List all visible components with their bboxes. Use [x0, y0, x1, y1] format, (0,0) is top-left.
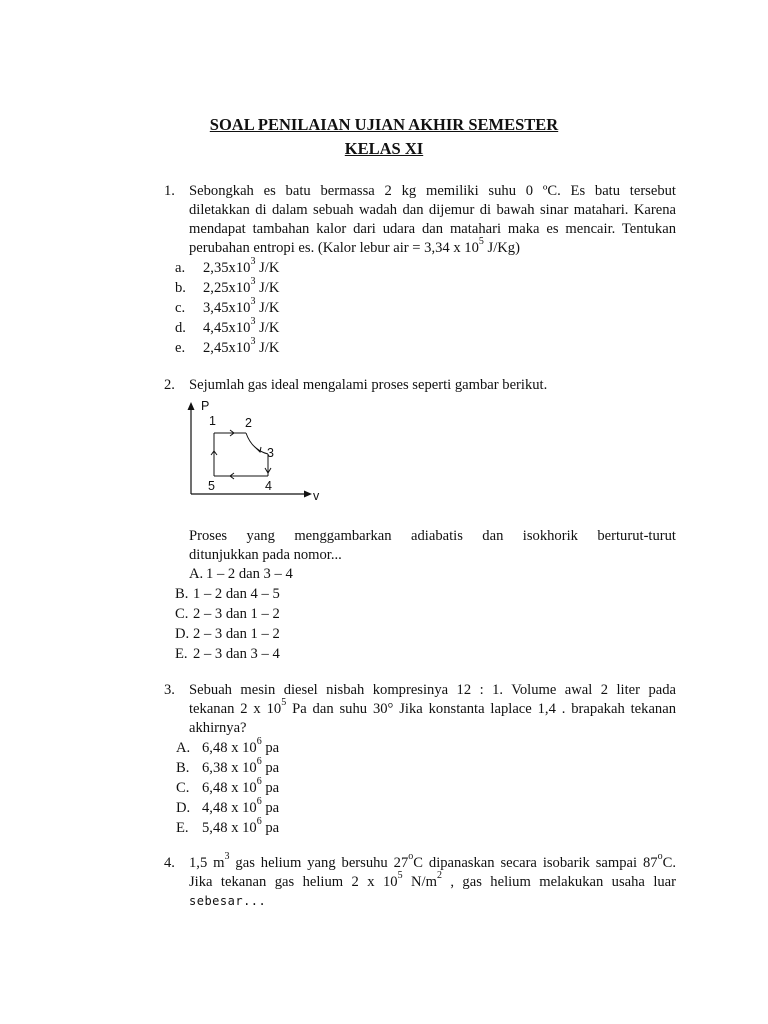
question-text-line: Proses yang menggambarkan adiabatis dan isokhorik berturut-turut [189, 528, 676, 544]
option[interactable]: A. 6,48 x $10^6$ pa [176, 736, 280, 756]
question-number: 2. [164, 377, 175, 393]
option[interactable]: c. $3,45x10^3$ J/K [175, 296, 280, 316]
question-text-line: mendapat tambahan kalor dari udara dan matahari maka es mencair. Tentukan [189, 221, 676, 237]
axis-label-v: v [313, 489, 320, 503]
point-label-3: 3 [267, 446, 274, 460]
axis-label-p: P [201, 399, 210, 413]
point-label-4: 4 [265, 479, 272, 493]
point-label-5: 5 [208, 479, 215, 493]
question-text-line: sebesar... [189, 894, 267, 908]
option[interactable]: b. $2,25x10^3$ J/K [175, 276, 280, 296]
question-text-line: Sebuah mesin diesel nisbah kompresinya 12 : 1. Volume awal 2 liter pada [189, 682, 676, 698]
question-2-prompt [164, 527, 676, 565]
question-text-line: ditunjukkan pada nomor... [189, 547, 342, 563]
question-3 [164, 681, 676, 839]
question-1 [164, 182, 676, 359]
question-number: 1. [164, 183, 175, 199]
option[interactable]: C. 6,48 x $10^6$ pa [176, 776, 280, 796]
question-4 [164, 851, 677, 911]
question-text-line: diletakkan di dalam sebuah wadah dan dijemur di bawah sinar matahari. Karena [189, 202, 676, 218]
p-axis-arrow [188, 402, 195, 410]
options-list [164, 256, 676, 359]
question-text-line: 1,5 $m^3$ gas helium yang bersuhu 27$^o$C dipanaskan secara isobarik sampai 87$^o$C. [189, 851, 676, 871]
option[interactable]: C. 2 – 3 dan 1 – 2 [175, 606, 280, 622]
options-list [164, 565, 676, 665]
document-title: SOAL PENILAIAN UJIAN AKHIR SEMESTER [209, 115, 559, 134]
pv-diagram [176, 396, 326, 506]
option[interactable]: d. $4,45x10^3$ J/K [175, 316, 280, 336]
question-text-line: tekanan 2 x $10^5$ Pa dan suhu 30° Jika konstanta laplace 1,4 . brapakah tekanan [189, 697, 676, 717]
question-text-line: Sejumlah gas ideal mengalami proses seperti gambar berikut. [189, 377, 548, 393]
option[interactable]: e. $2,45x10^3$ J/K [175, 336, 280, 356]
option[interactable]: B. 6,38 x $10^6$ pa [176, 756, 280, 776]
point-label-1: 1 [209, 414, 216, 428]
process-2-3 [246, 433, 268, 454]
option[interactable]: B. 1 – 2 dan 4 – 5 [175, 586, 280, 602]
option[interactable]: A. 1 – 2 dan 3 – 4 [189, 566, 293, 582]
option[interactable]: D. 2 – 3 dan 1 – 2 [175, 626, 280, 642]
option[interactable]: D. 4,48 x $10^6$ pa [176, 796, 280, 816]
option[interactable]: a. $2,35x10^3$ J/K [175, 256, 280, 276]
options-list [164, 736, 676, 839]
question-text-line: akhirnya? [189, 720, 247, 736]
point-label-2: 2 [245, 416, 252, 430]
document-subtitle: KELAS XI [344, 139, 424, 158]
v-axis-arrow [304, 491, 312, 498]
option[interactable]: E. 2 – 3 dan 3 – 4 [175, 646, 280, 662]
question-number: 3. [164, 682, 175, 698]
question-2 [164, 376, 676, 395]
question-number: 4. [164, 855, 175, 871]
question-text-line: Jika tekanan gas helium 2 x $10^5$ $N/m^2$ , gas helium melakukan usaha luar [189, 870, 677, 890]
question-text-line: perubahan entropi es. (Kalor lebur air = 3,34 x $10^5$ J/Kg) [189, 236, 520, 256]
option[interactable]: E. 5,48 x $10^6$ pa [176, 816, 280, 836]
question-text-line: Sebongkah es batu bermassa 2 kg memiliki suhu 0 ºC. Es batu tersebut [189, 183, 676, 199]
